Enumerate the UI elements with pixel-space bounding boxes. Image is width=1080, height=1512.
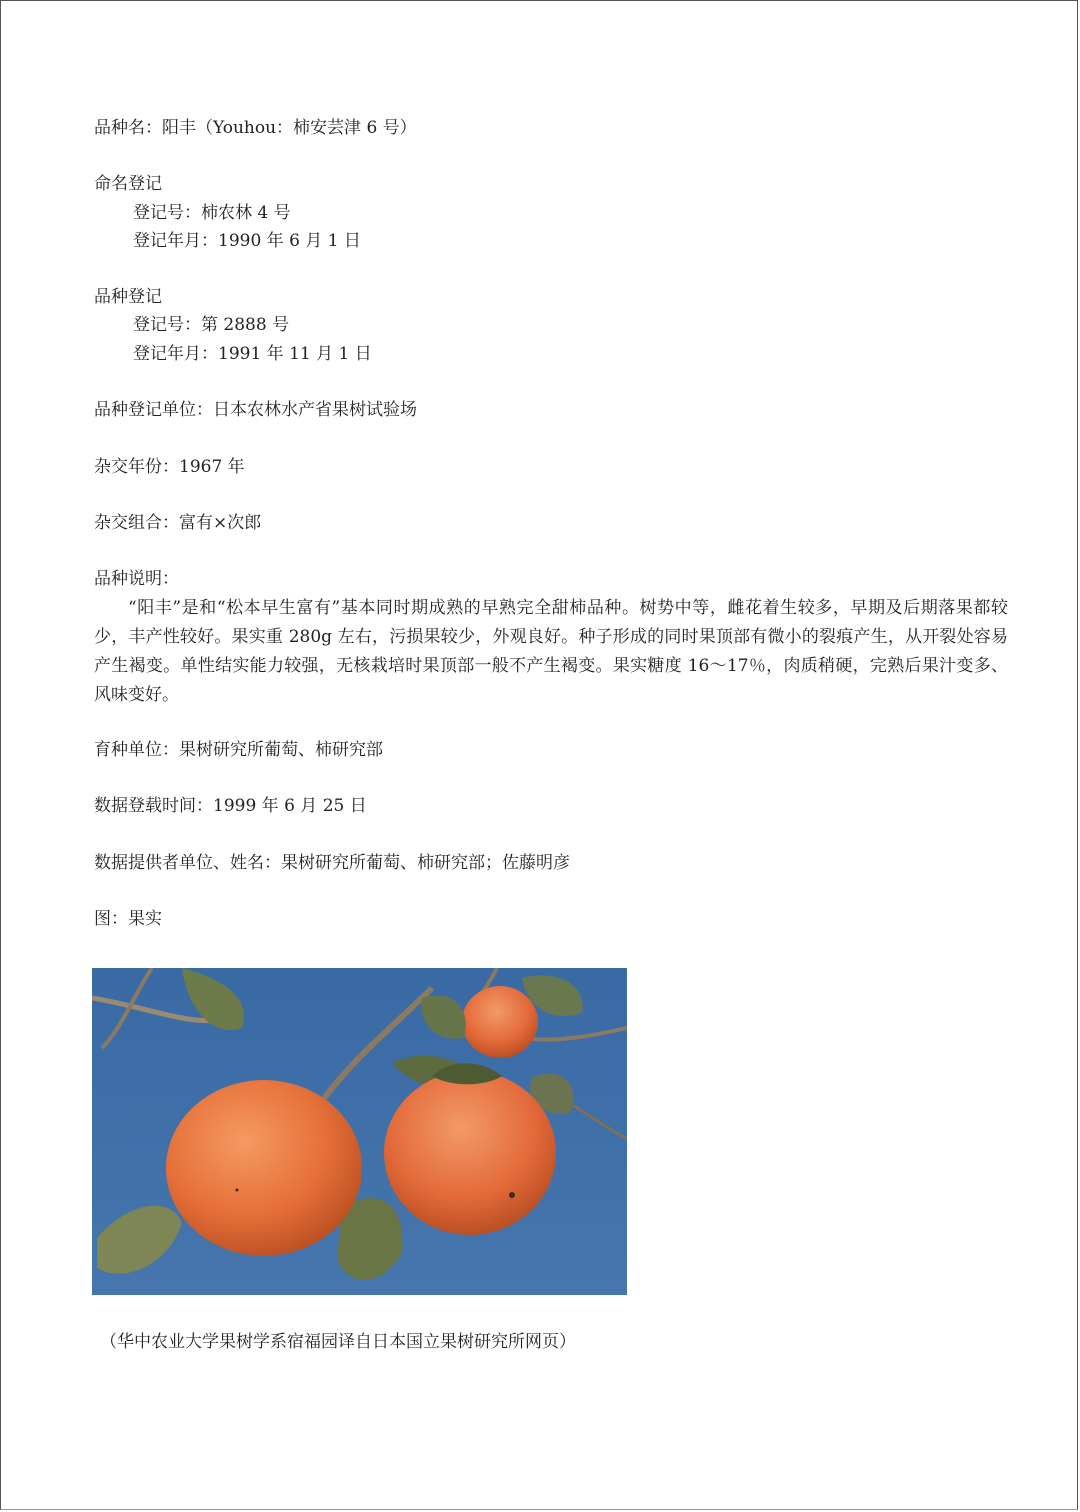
naming-registration-date: 登记年月：1990 年 6 月 1 日 [133, 231, 361, 251]
naming-registration-heading: 命名登记 [94, 174, 162, 194]
right-persimmon [384, 1071, 556, 1235]
registration-unit: 品种登记单位：日本农林水产省果树试验场 [94, 400, 417, 420]
variety-name: 品种名：阳丰（Youhou：柿安芸津 6 号） [94, 118, 417, 138]
breeding-unit: 育种单位：果树研究所葡萄、柿研究部 [94, 740, 383, 760]
variety-registration-number: 登记号：第 2888 号 [133, 315, 290, 335]
left-persimmon [166, 1080, 362, 1256]
data-date: 数据登载时间：1999 年 6 月 25 日 [94, 796, 367, 816]
figure-label: 图：果实 [94, 909, 162, 929]
variety-registration-date: 登记年月：1991 年 11 月 1 日 [133, 344, 372, 364]
cross-year: 杂交年份：1967 年 [94, 457, 245, 477]
cross-combination: 杂交组合：富有×次郎 [94, 513, 262, 533]
naming-registration-number: 登记号：柿农林 4 号 [133, 203, 291, 223]
source-caption: （华中农业大学果树学系宿福园译自日本国立果树研究所网页） [100, 1332, 576, 1352]
data-provider: 数据提供者单位、姓名：果树研究所葡萄、柿研究部；佐藤明彦 [94, 853, 570, 873]
variety-registration-heading: 品种登记 [94, 287, 162, 307]
description-body: “阳丰”是和“松本早生富有”基本同时期成熟的早熟完全甜柿品种。树势中等，雌花着生较多，早期及后期落果都较少，丰产性较好。果实重 280g 左右，污损果较少，外观良好。种子形成的同时果顶部有微小的裂痕产生，从开裂处容易产生褐变。单性结实能力较强，无核栽培时果顶部一般不产生褐变。果实糖度 16～17％，肉质稍硬，完熟后果汁变多、风味变好。 [94, 598, 1008, 705]
back-persimmon [462, 986, 538, 1058]
persimmon-fruit-photo [92, 968, 627, 1295]
description-heading: 品种说明： [94, 569, 179, 589]
